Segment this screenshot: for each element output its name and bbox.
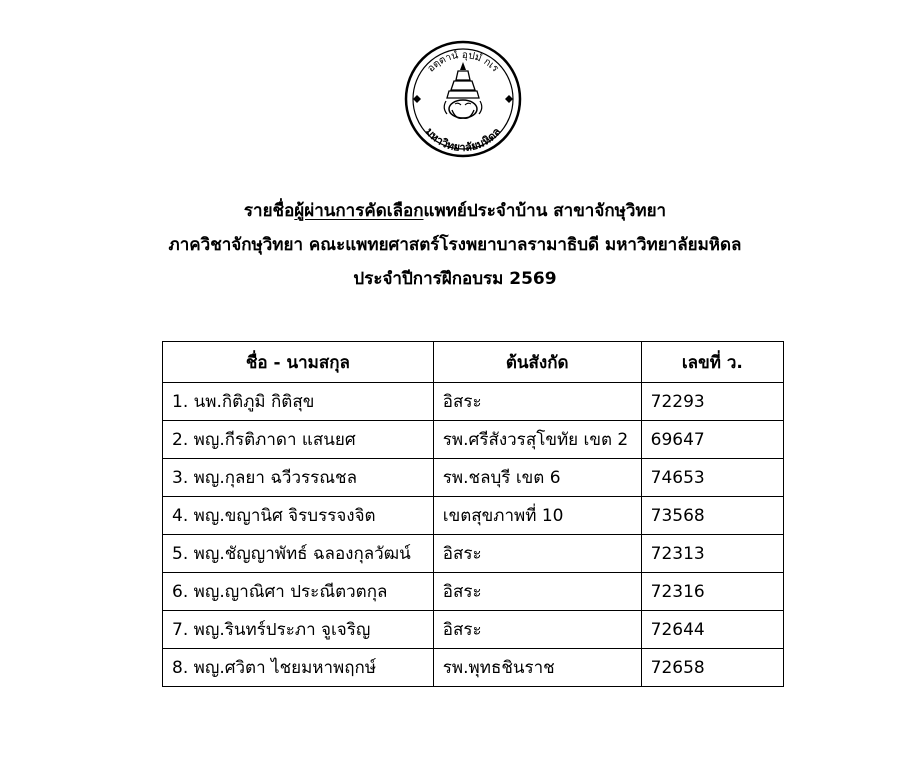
row-name: 5. พญ.ชัญญาพัทธ์ ฉลองกุลวัฒน์ bbox=[163, 535, 434, 573]
row-license-number: 72316 bbox=[641, 573, 783, 611]
row-affiliation: อิสระ bbox=[433, 611, 641, 649]
row-license-number: 72293 bbox=[641, 383, 783, 421]
heading-line-1-underlined: ผู้ผ่านการคัดเลือก bbox=[294, 201, 424, 221]
table-row bbox=[163, 649, 784, 687]
row-affiliation: รพ.ชลบุรี เขต 6 bbox=[433, 459, 641, 497]
heading-line-3: ประจำปีการฝึกอบรม 2569 bbox=[353, 269, 557, 289]
row-license-number: 72658 bbox=[641, 649, 783, 687]
header-affiliation: ต้นสังกัด bbox=[433, 342, 641, 383]
svg-text:มหาวิทยาลัยมหิดล: มหาวิทยาลัยมหิดล bbox=[422, 125, 504, 155]
table-row bbox=[163, 459, 784, 497]
row-license-number: 69647 bbox=[641, 421, 783, 459]
table-row bbox=[163, 611, 784, 649]
svg-text:อตฺตานํ อุปมํ กเร: อตฺตานํ อุปมํ กเร bbox=[425, 49, 501, 75]
row-license-number: 72313 bbox=[641, 535, 783, 573]
table-row bbox=[163, 573, 784, 611]
row-affiliation: อิสระ bbox=[433, 383, 641, 421]
table-row bbox=[163, 535, 784, 573]
mahidol-university-seal bbox=[402, 38, 524, 160]
row-license-number: 74653 bbox=[641, 459, 783, 497]
header-name: ชื่อ - นามสกุล bbox=[163, 342, 434, 383]
row-affiliation: รพ.ศรีสังวรสุโขทัย เขต 2 bbox=[433, 421, 641, 459]
row-name: 8. พญ.ศวิตา ไชยมหาพฤกษ์ bbox=[163, 649, 434, 687]
row-name: 3. พญ.กุลยา ฉวีวรรณชล bbox=[163, 459, 434, 497]
table-row bbox=[163, 421, 784, 459]
row-affiliation: อิสระ bbox=[433, 535, 641, 573]
table-row bbox=[163, 383, 784, 421]
row-license-number: 72644 bbox=[641, 611, 783, 649]
row-name: 7. พญ.รินทร์ประภา จูเจริญ bbox=[163, 611, 434, 649]
table-row bbox=[163, 497, 784, 535]
row-name: 6. พญ.ญาณิศา ประณีตวตกุล bbox=[163, 573, 434, 611]
row-affiliation: อิสระ bbox=[433, 573, 641, 611]
heading-line-1 bbox=[0, 194, 910, 228]
heading-line-1-suffix: แพทย์ประจำบ้าน สาขาจักษุวิทยา bbox=[423, 201, 667, 221]
heading-line-2: ภาควิชาจักษุวิทยา คณะแพทยศาสตร์โรงพยาบาลรามาธิบดี มหาวิทยาลัยมหิดล bbox=[168, 235, 742, 255]
table-header-row bbox=[163, 342, 784, 383]
header-license-number: เลขที่ ว. bbox=[641, 342, 783, 383]
selected-residents-table bbox=[162, 341, 784, 687]
row-license-number: 73568 bbox=[641, 497, 783, 535]
row-name: 1. นพ.กิติภูมิ กิติสุข bbox=[163, 383, 434, 421]
row-name: 4. พญ.ขญานิศ จิรบรรจงจิต bbox=[163, 497, 434, 535]
row-name: 2. พญ.กีรติภาดา แสนยศ bbox=[163, 421, 434, 459]
heading-line-1-prefix: รายชื่อ bbox=[243, 201, 295, 221]
row-affiliation: รพ.พุทธชินราช bbox=[433, 649, 641, 687]
document-heading bbox=[0, 194, 910, 296]
row-affiliation: เขตสุขภาพที่ 10 bbox=[433, 497, 641, 535]
